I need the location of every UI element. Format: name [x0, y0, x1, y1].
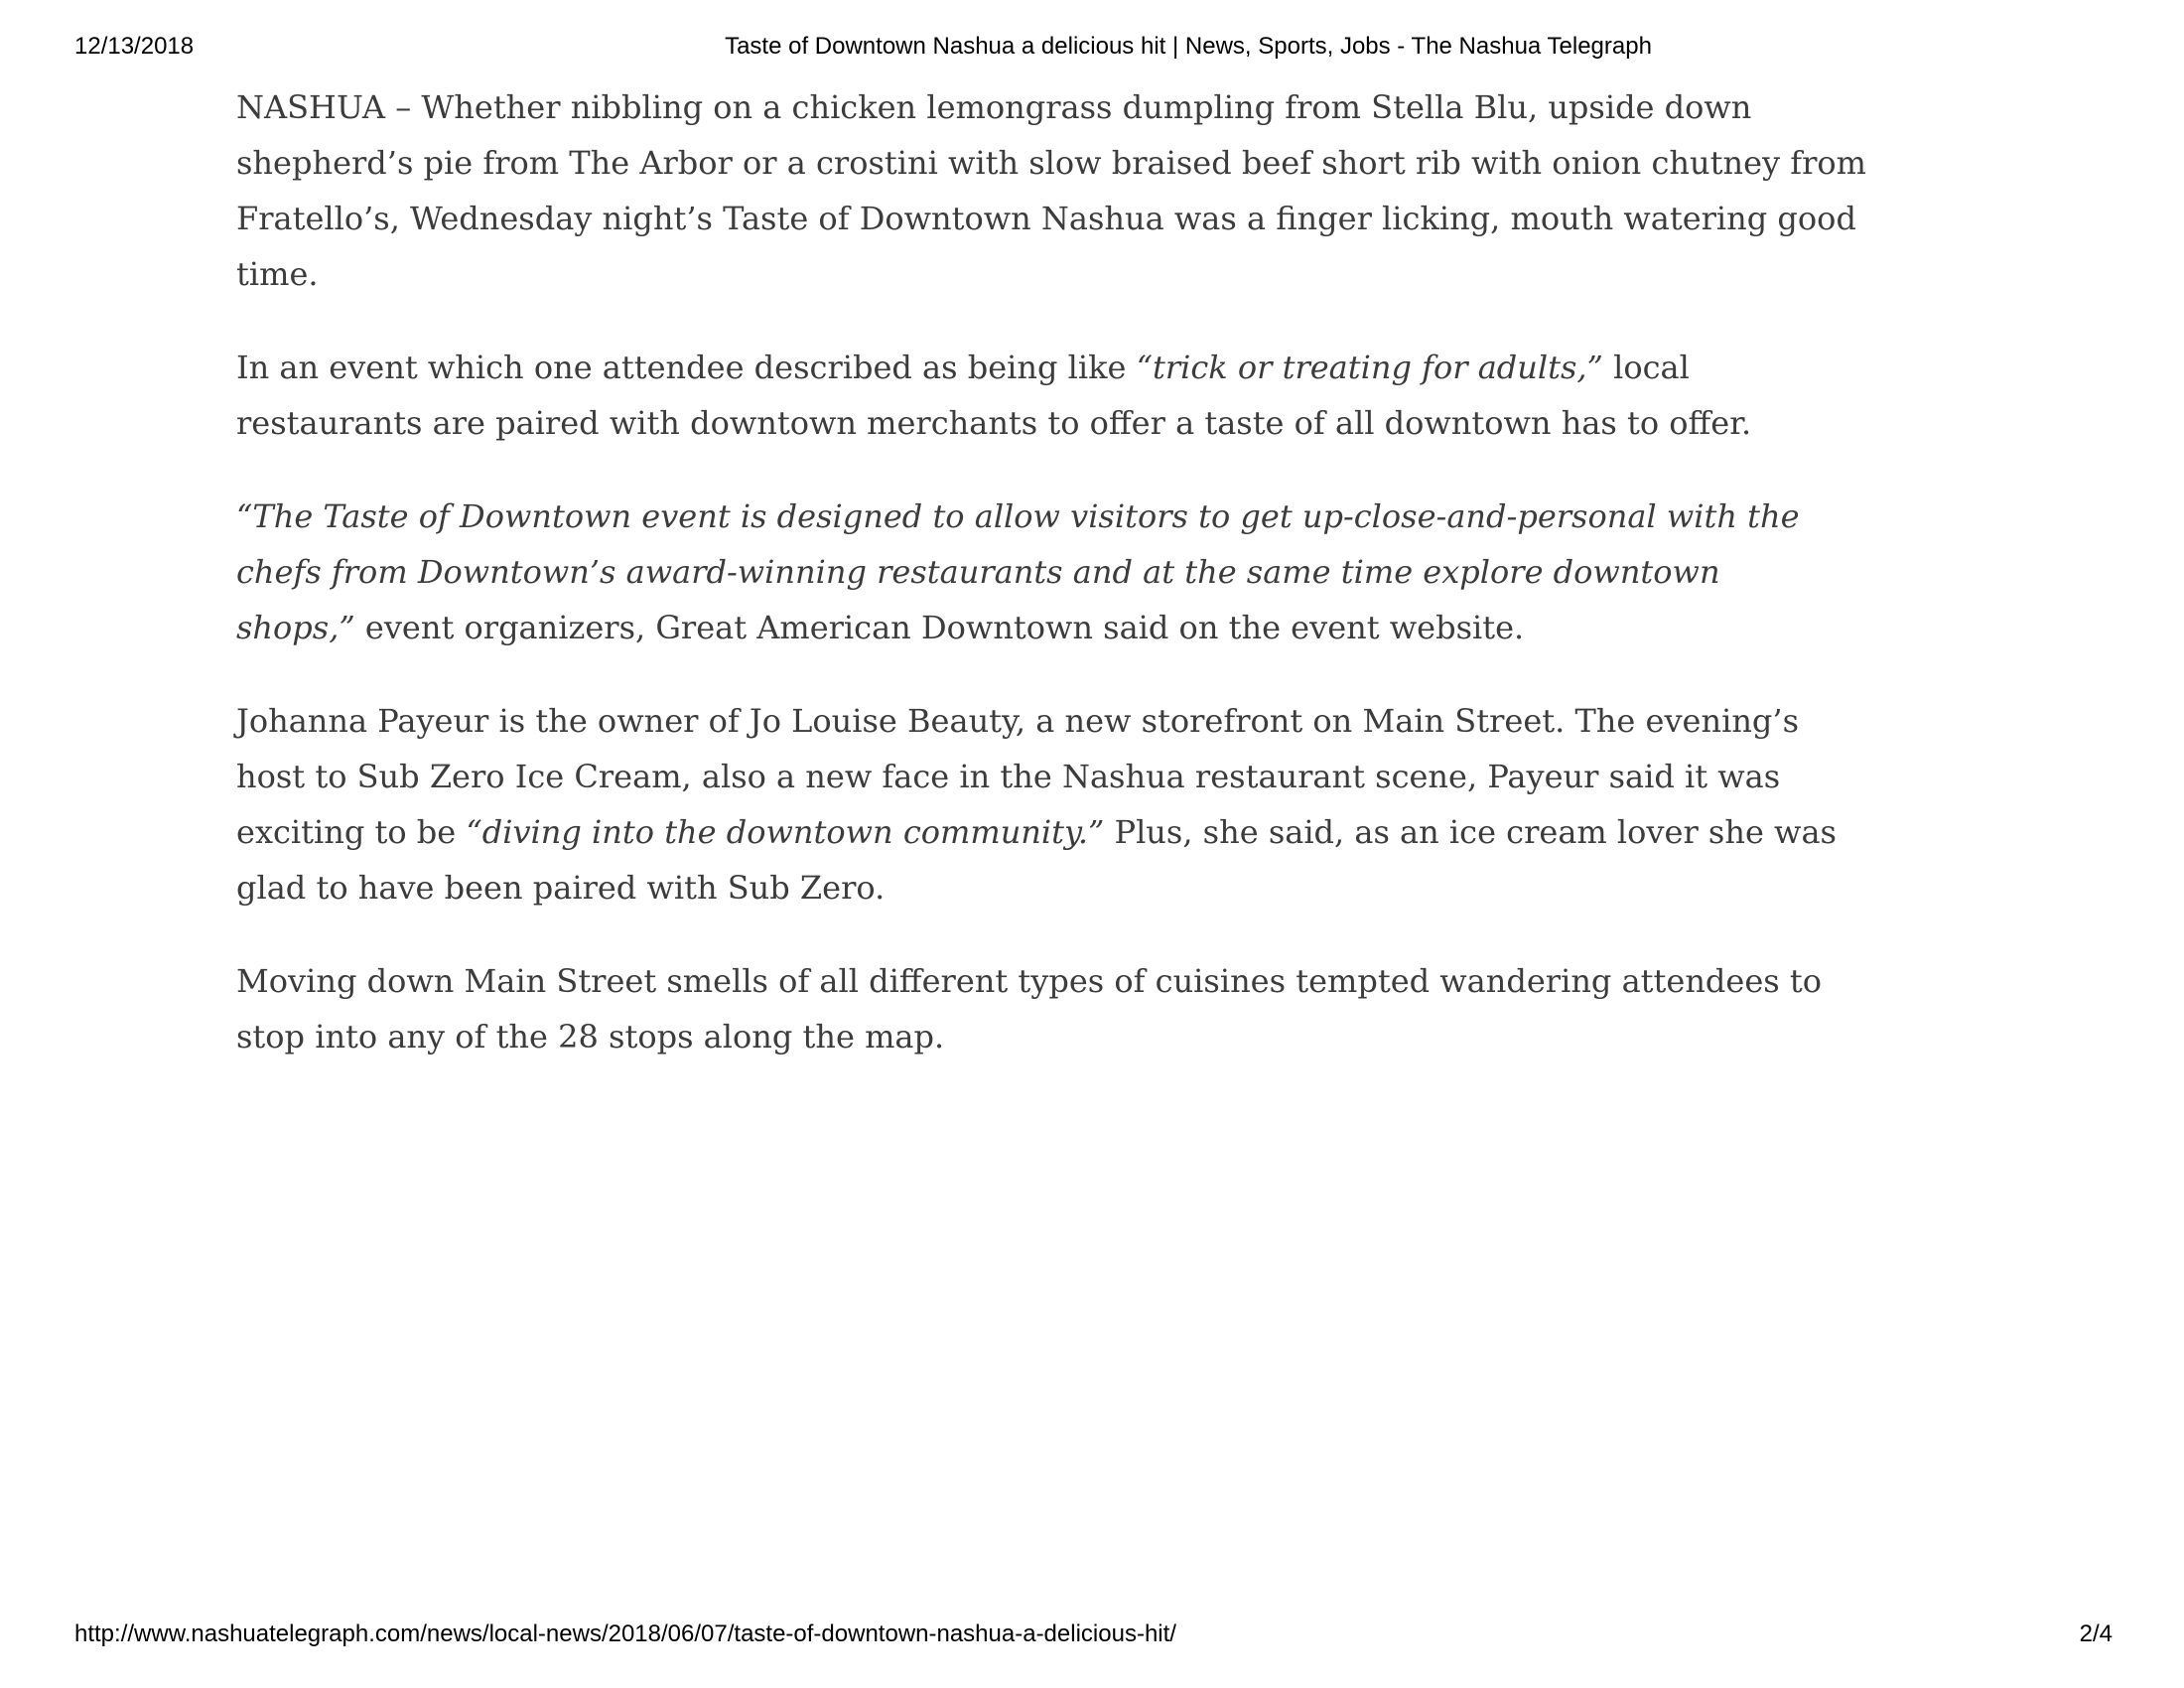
text-run: “The Taste of Downtown event is designed to allow visitors to get up-close-and-personal with the — [236, 497, 1800, 535]
text-line — [236, 395, 2013, 451]
text-run: In an event which one attendee described as being like — [236, 349, 1137, 386]
article-paragraph — [236, 489, 2013, 655]
text-run: shops,” — [236, 609, 355, 646]
text-line — [236, 953, 2013, 1009]
text-run: “trick or treating for adults,” — [1136, 349, 1603, 386]
text-line — [236, 135, 2013, 191]
text-run: “diving into the downtown community.” — [466, 813, 1105, 851]
text-run: host to Sub Zero Ice Cream, also a new face in the Nashua restaurant scene, Payeur said it was — [236, 758, 1781, 795]
text-run: Fratello’s, Wednesday night’s Taste of Downtown Nashua was a finger licking, mouth watering good — [236, 200, 1856, 237]
text-line — [236, 1009, 2013, 1064]
text-line — [236, 79, 2013, 135]
footer-page-indicator: 2/4 — [2079, 1620, 2113, 1647]
text-run: local — [1602, 349, 1690, 386]
text-line — [236, 489, 2013, 544]
print-title: Taste of Downtown Nashua a delicious hit | News, Sports, Jobs - The Nashua Telegraph — [725, 33, 1652, 60]
text-line — [236, 191, 2013, 246]
text-line — [236, 544, 2013, 600]
text-run: NASHUA – Whether nibbling on a chicken lemongrass dumpling from Stella Blu, upside down — [236, 88, 1752, 126]
article-paragraph — [236, 79, 2013, 302]
text-run: chefs from Downtown’s award-winning restaurants and at the same time explore downtown — [236, 553, 1720, 591]
text-line — [236, 693, 2013, 749]
text-line — [236, 804, 2013, 860]
text-run: time. — [236, 255, 319, 293]
text-line — [236, 860, 2013, 915]
footer-url: http://www.nashuatelegraph.com/news/local-news/2018/06/07/taste-of-downtown-nashua-a-delicious-hit/ — [74, 1620, 1176, 1647]
text-run: Moving down Main Street smells of all different types of cuisines tempted wandering attendees to — [236, 962, 1822, 1000]
text-run: Plus, she said, as an ice cream lover she was — [1104, 813, 1837, 851]
text-run: event organizers, Great American Downtown said on the event website. — [354, 609, 1525, 646]
text-run: restaurants are paired with downtown merchants to offer a taste of all downtown has to offer. — [236, 404, 1752, 442]
print-date: 12/13/2018 — [74, 33, 195, 60]
text-line — [236, 749, 2013, 804]
text-run: glad to have been paired with Sub Zero. — [236, 869, 886, 907]
text-run: exciting to be — [236, 813, 467, 851]
text-run: stop into any of the 28 stops along the map. — [236, 1018, 945, 1055]
text-line — [236, 340, 2013, 395]
text-run: shepherd’s pie from The Arbor or a crostini with slow braised beef short rib with onion chutney from — [236, 144, 1866, 182]
article-paragraph — [236, 953, 2013, 1064]
article-body — [236, 79, 2013, 1102]
article-paragraph — [236, 340, 2013, 451]
article-paragraph — [236, 693, 2013, 915]
text-line — [236, 600, 2013, 655]
text-run: Johanna Payeur is the owner of Jo Louise Beauty, a new storefront on Main Street. The evening’s — [236, 702, 1799, 740]
text-line — [236, 246, 2013, 302]
